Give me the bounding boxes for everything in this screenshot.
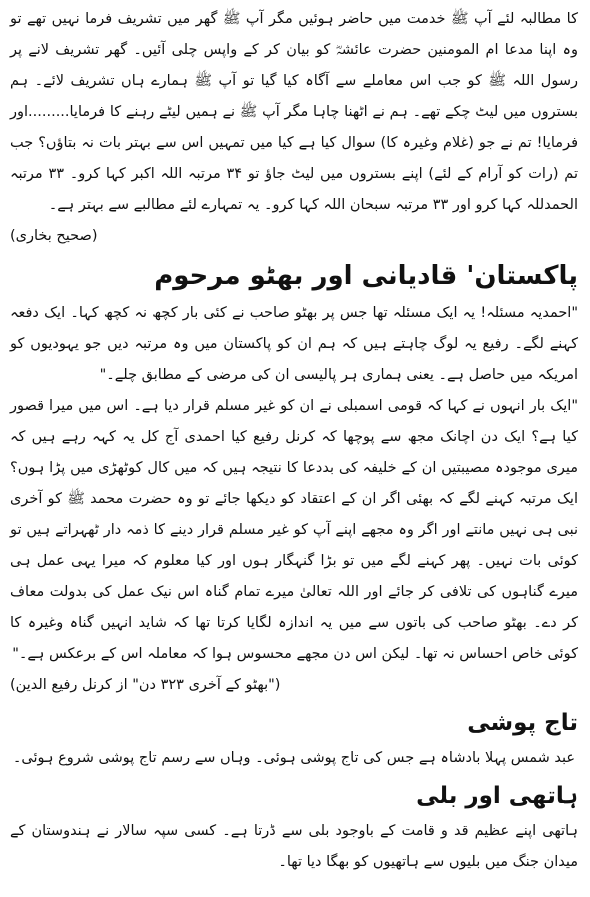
elephant-cat-paragraph: ہاتھی اپنے عظیم قد و قامت کے باوجود بلی سے ڈرتا ہے۔ کسی سپہ سالار نے ہندوستان کے میدان جنگ میں بلیوں سے ہاتھیوں کو بھگا دیا تھا۔ xyxy=(10,823,578,870)
pakistan-paragraph-2-text: "ایک بار انہوں نے کہا کہ قومی اسمبلی نے ان کو غیر مسلم قرار دیا ہے۔ اس میں میرا قصور کیا ہے؟ ایک دن اچانک مجھ سے پوچھا کہ کرنل رفیع کیا احمدی آج کل یہ کہہ رہے ہیں کہ میری موجودہ مصیبتیں ان کے خلیفہ کی بددعا کا نتیجہ ہیں کہ میں کال کوٹھڑی میں پڑا ہوں؟ ایک مرتبہ کہنے لگے کہ بھئی اگر ان کے اعتقاد کو دیکھا جائے تو وہ حضرت محمد ﷺ کو آخری نبی ہی نہیں مانتے اور اگر وہ مجھے اپنے آپ کو غیر مسلم قرار دینے کا ذمہ دار ٹھہراتے ہیں تو کوئی بات نہیں۔ پھر کہنے لگے میں تو بڑا گنہگار ہوں اور کیا معلوم کہ میرا یہی عمل ہی میرے گناہوں کی تلافی کر جائے اور اللہ تعالیٰ میرے تمام گناہ اس نیک عمل کی بدولت معاف کر دے۔ بھٹو صاحب کی باتوں سے میں یہ اندازہ لگایا کرتا تھا کہ شاید انہیں گناہ وغیرہ کا کوئی خاص احساس نہ تھا۔ لیکن اس دن مجھے محسوس ہوا کہ معاملہ اس کے برعکس ہے۔" xyxy=(10,398,578,662)
intro-paragraph xyxy=(10,4,578,252)
intro-source: (صحیح بخاری) xyxy=(10,228,98,244)
coronation-paragraph: عبد شمس پہلا بادشاہ ہے جس کی تاج پوشی ہوئی۔ وہاں سے رسم تاج پوشی شروع ہوئی۔ xyxy=(12,750,576,766)
section-heading-pakistan: پاکستان' قادیانی اور بھٹو مرحوم xyxy=(154,261,578,291)
section-heading-coronation: تاج پوشی xyxy=(467,710,578,736)
section-heading-elephant-cat: ہاتھی اور بلی xyxy=(416,783,578,809)
pakistan-paragraph-2 xyxy=(10,391,578,701)
pakistan-credit: ("بھٹو کے آخری ۳۲۳ دن" از کرنل رفیع الدین) xyxy=(10,677,281,693)
intro-text: کا مطالبہ لئے آپ ﷺ خدمت میں حاضر ہوئیں مگر آپ ﷺ گھر میں تشریف فرما نہیں تھے تو وہ اپنا مدعا ام المومنین حضرت عائشہؓ کو بیان کر کے واپس چلی آئیں۔ گھر تشریف لانے پر رسول اللہ ﷺ کو جب اس معاملے سے آگاہ کیا گیا تو آپ ﷺ ہمارے ہاں تشریف لائے۔ ہم بستروں میں لیٹ چکے تھے۔ ہم نے اٹھنا چاہا مگر آپ ﷺ نے ہمیں لیٹے رہنے کا فرمایا.........اور فرمایا! تم نے جو (غلام وغیرہ کا) سوال کیا ہے کیا میں تمہیں اس سے بہتر بات نہ بتاؤں؟ جب تم (رات کو آرام کے لئے) اپنے بستروں میں لیٹ جاؤ تو ۳۴ مرتبہ اللہ اکبر کہا کرو۔ ۳۳ مرتبہ الحمدللہ کہا کرو اور ۳۳ مرتبہ سبحان اللہ کہا کرو۔ یہ تمہارے لئے مطالبے سے بہتر ہے۔ xyxy=(10,11,578,213)
pakistan-paragraph-1: "احمدیہ مسئلہ! یہ ایک مسئلہ تھا جس پر بھٹو صاحب نے کئی بار کچھ نہ کچھ کہا۔ ایک دفعہ کہنے لگے۔ رفیع یہ لوگ چاہتے ہیں کہ ہم ان کو پاکستان میں وہ مرتبہ دیں جو یہودیوں کو امریکہ میں حاصل ہے۔ یعنی ہماری ہر پالیسی ان کی مرضی کے مطابق چلے۔" xyxy=(10,305,578,383)
